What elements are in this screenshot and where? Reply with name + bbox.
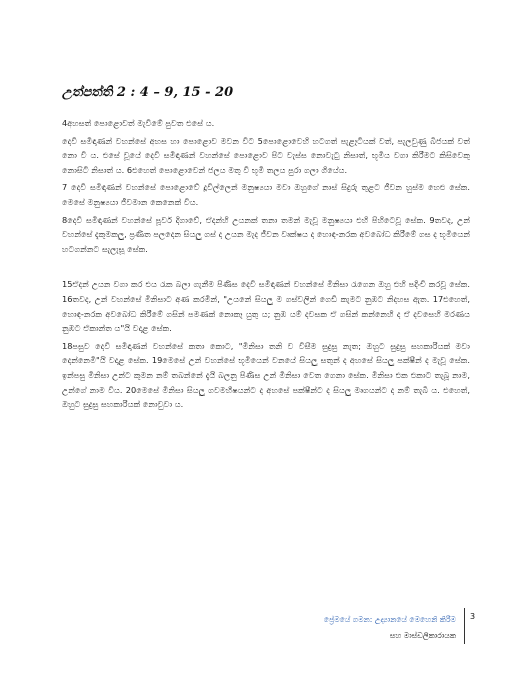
page-number: 3 <box>470 612 476 621</box>
paragraph: දෙවි සමිඳාණන් වහන්සේ අහස හා පොළොව මවන විට 5පොළොවෙහි හටගත් පැළෑටියක් වත්, පැලවුණු බිජයක් වත් නො වී ය. එසේ වූයේ දෙවි සමිඳාණන් වහන්සේ පොළොව පිට වැස්ස නොවැටු නිසාත්, භූමිය වගා කිරීමට කිසිවෙකු නොසිටි නිසාත් ය. 6එහෙත් පොළොවෙන් ජලය මතු වී භූමි තලය පුරා ගලා ගියේය. <box>62 135 470 175</box>
footer-title: ප්‍රේමයේ ගමන: උද්‍යානයේ මෙහෙනි කිරීම <box>323 615 456 624</box>
paragraph: 15ඒදන් උයන වගා කර එය රැක බලා ගැනීම පිණිස දෙවි සමිඳාණන් වහන්සේ මිනිසා රැගෙන ඔහු එහි පදිංචි කරවූ සේක. 16තවද, උන් වහන්සේ මිනිසාට අණ කරමින්, "උයනේ සියලු ම ගස්වලින් ගෙඩි කැමට නුඹට නිදහස ඇත. 17එහෙත්, හොඳ-නරක අවබෝධ කිරීමේ ගසින් පමණක් නොකෑ යුතු ය; නුඹ යම් දවසක ඒ ගසින් කන්නෙහි ද ඒ දවසෙහි මරණය නුඹට ඒකාන්ත ය"යි වදාළ සේක. <box>62 279 470 334</box>
footer-subtitle: සහ මාස්ඩලිකාරායක <box>389 631 456 640</box>
paragraph: 8දෙවි සමිඳාණන් වහන්සේ පූර්ව දිගාවේ, ඒදන්හි උයනක් තනා තමන් මැවූ මනුෂ්‍යයා එහි පිහිටෙවූ සේක. 9තවද, උන් වහන්සේ දැකුමකලු, ප්‍රණීත පලදෙන සියලු ගස් ද උයන මැද ජීවන වෘක්ෂය ද හොඳ-නරක අවබෝධ කිරීමේ ගස ද භූමියෙන් හටගන්නට සැලැසූ සේක. <box>62 214 470 254</box>
passage-heading: උත්පත්ති 2 : 4 – 9, 15 - 20 <box>62 85 234 100</box>
paragraph: 7 දෙවි සමිඳාණන් වහන්සේ පොළොවේ දූවිල්ලෙන් මනුෂ්‍යයා මවා ඔහුගේ නාස් සිදුරු තුළට ජීවන හුස්ම හෙළු සේක. මෙසේ මනුෂ්‍යයා ජීවමාන කෙනෙක් විය. <box>62 182 470 207</box>
page-footer <box>324 612 456 644</box>
document-body <box>62 116 470 415</box>
paragraph: 18පසුව දෙවි සමිඳාණන් වහන්සේ කතා කොට, "මිනිසා තනි ව විසීම සුදුසු නැත; ඔහුට සුදුසු සහකාරියක් මවා දෙන්නෙමි"යි වදාළ සේක. 19මෙසේ උන් වහන්සේ භූමියෙන් වනයේ සියලු සතුන් ද අහසේ සියලු පක්ෂීන් ද මැවූ සේක. ඉන්පසු මිනිසා උන්ට කුමන නම් තබන්නේ දැයි බලනු පිණිස උන් මිනිසා වෙත ගෙනා සේක. මිනිසා එක එකාට තැබූ නාම, උන්ගේ නාම විය. 20මෙසේ මිනිසා සියලු ගවමහීෂයන්ට ද අහසේ පක්ෂීන්ට ද සියලු මෘගයන්ට ද නම් තැබී ය. එහෙත්, ඔහුට සුදුසු සහකාරියක් නොවුවා ය. <box>62 340 470 410</box>
paragraph-spacer <box>62 259 470 277</box>
footer-divider <box>464 608 465 644</box>
paragraph: 4අහසත් පොළොවත් මැවීමේ පුවත එසේ ය. <box>62 118 215 128</box>
